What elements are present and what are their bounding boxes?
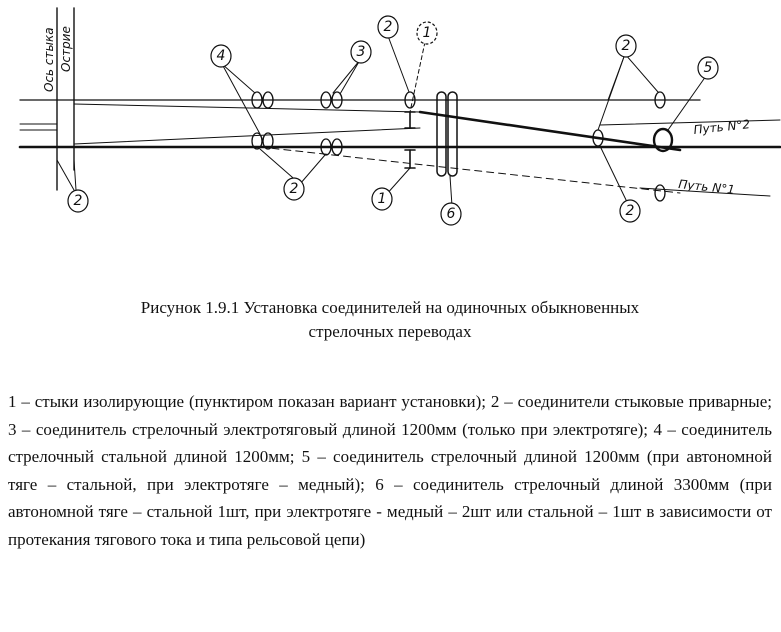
callout-number: 2 xyxy=(621,38,631,54)
leader xyxy=(74,160,76,190)
leader xyxy=(222,64,260,134)
joint-axis-label: Ось стыка xyxy=(42,27,56,92)
leader xyxy=(625,54,658,92)
leader xyxy=(300,155,325,184)
leader xyxy=(450,176,452,206)
callout-number: 5 xyxy=(703,60,713,76)
leader xyxy=(333,60,360,93)
callout-number: 2 xyxy=(73,193,83,209)
leader xyxy=(388,36,409,92)
legend-text: 1 – стыки изолирующие (пунктиром показан вариант установки); 2 – соединители стыковые приварные; 3 – соединитель стрелочный электротяговый длиной 1200мм (только при электротяге); 4 – соединитель стрелочный стальной длиной 1200мм; 5 – соединитель стрелочный длиной 1200мм (при автономной тяге – стальной, при электротяге – медный); 6 – соединитель стрелочный длиной 3300мм (при автономной тяге – стальной 1шт, при электротяге - медный – 2шт или стальной – 1шт в зависимости от протекания тягового тока и типа рельсовой цепи) xyxy=(8,392,772,549)
track-2-label: Путь N°2 xyxy=(692,117,751,137)
leader xyxy=(600,146,628,204)
callout-number: 4 xyxy=(216,48,226,64)
callout-number: 2 xyxy=(289,181,299,197)
leader xyxy=(608,54,625,100)
turnout-diagram xyxy=(0,0,781,290)
leader xyxy=(222,64,255,93)
leader xyxy=(57,160,74,190)
connector-2f xyxy=(655,185,665,201)
callout-number: 3 xyxy=(356,44,366,60)
caption-line-1: Рисунок 1.9.1 Установка соединителей на одиночных обыкновенных xyxy=(140,298,640,317)
figure-caption xyxy=(40,296,740,344)
leader xyxy=(340,60,360,94)
callout-number: 2 xyxy=(625,203,635,219)
callout-number: 1 xyxy=(377,191,387,207)
callout-number: 2 xyxy=(383,19,393,35)
connector-6b xyxy=(448,92,457,176)
track-1-label: Путь N°1 xyxy=(677,177,736,197)
diverging-rail xyxy=(420,112,680,150)
caption-line-2: стрелочных переводах xyxy=(308,322,472,341)
callout-number: 1 xyxy=(422,25,432,41)
switch-blade-2 xyxy=(74,128,420,144)
diverging-rail-2 xyxy=(600,120,780,125)
point-tip-label: Острие xyxy=(59,26,73,72)
leader xyxy=(410,42,425,112)
connector-6a xyxy=(437,92,446,176)
callout-number: 6 xyxy=(446,206,456,222)
